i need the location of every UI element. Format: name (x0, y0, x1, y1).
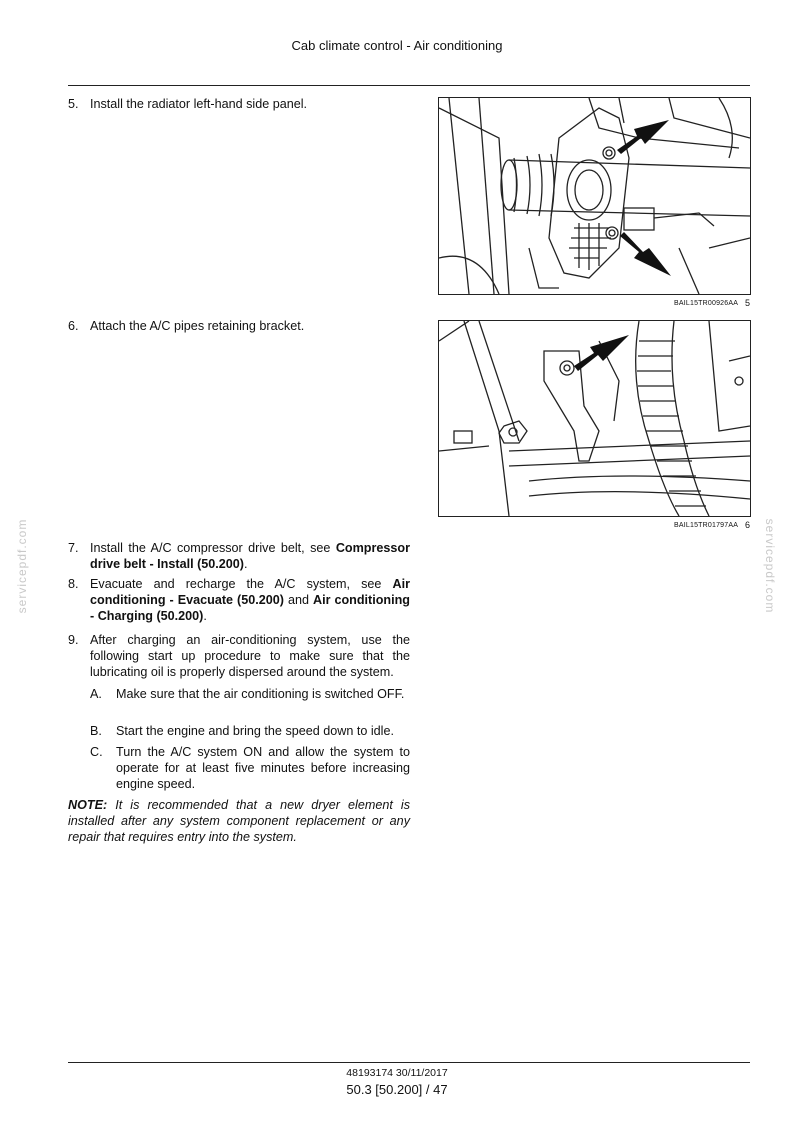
step-6 (68, 318, 410, 334)
arrow-icon (620, 232, 671, 276)
arrow-icon (574, 335, 629, 371)
page-header-title: Cab climate control - Air conditioning (291, 38, 503, 53)
header-rule (68, 85, 750, 86)
figure-code: BAIL15TR00926AA (674, 300, 739, 307)
reference-evacuate: Air conditioning - Evacuate (50.200) (90, 577, 410, 607)
watermark-right: servicepdf.com (763, 518, 777, 614)
figure-pipes-bracket (438, 320, 751, 517)
step-text-plain: Install the A/C compressor drive belt, see (90, 541, 336, 555)
substep-a (90, 686, 410, 702)
figure-number: 5 (745, 298, 751, 308)
step-text: Install the radiator left-hand side panel. (90, 97, 308, 111)
step-9 (68, 632, 410, 680)
substep-b (90, 723, 410, 739)
arrow-icon (617, 120, 669, 154)
footer-page-number: 50.3 [50.200] / 47 (346, 1082, 448, 1097)
step-number: 8. (68, 577, 79, 591)
step-number: 7. (68, 541, 79, 555)
step-number: 5. (68, 97, 79, 111)
substep-text: Make sure that the air conditioning is switched OFF. (116, 687, 405, 701)
step-7 (68, 540, 410, 572)
step-text: Attach the A/C pipes retaining bracket. (90, 319, 305, 333)
step-text: After charging an air-conditioning system, use the following start up procedure to make sure that the lubricating oil is properly dispersed around the system. (90, 633, 410, 679)
pipes-bracket-illustration (439, 321, 750, 516)
footer-rule (68, 1062, 750, 1063)
substep-letter: C. (90, 745, 103, 759)
step-number: 6. (68, 319, 79, 333)
step-text (90, 576, 410, 624)
step-text-plain: and (283, 593, 313, 607)
watermark-left: servicepdf.com (15, 518, 29, 614)
step-text (90, 540, 410, 572)
figure-number: 6 (745, 520, 751, 530)
substep-text: Start the engine and bring the speed down to idle. (116, 724, 394, 738)
radiator-panel-illustration (439, 98, 750, 294)
step-number: 9. (68, 633, 79, 647)
figure-radiator-panel (438, 97, 751, 295)
note-label: NOTE: (68, 798, 108, 812)
substep-letter: B. (90, 724, 102, 738)
figure-code: BAIL15TR01797AA (674, 522, 739, 529)
substep-letter: A. (90, 687, 102, 701)
step-text-plain: . (243, 557, 248, 571)
step-8 (68, 576, 410, 624)
note-block (68, 797, 410, 845)
step-text-plain: . (203, 609, 207, 623)
note-text: It is recommended that a new dryer element is installed after any system component replacement or any repair that requires entry into the system. (68, 798, 410, 844)
footer-doc-id: 48193174 30/11/2017 (346, 1067, 448, 1079)
substep-text: Turn the A/C system ON and allow the system to operate for at least five minutes before increasing engine speed. (116, 745, 410, 791)
substep-c (90, 744, 410, 792)
reference-charging: Air conditioning - Charging (50.200) (90, 593, 411, 623)
reference-compressor-drive-belt: Compressor drive belt - Install (50.200) (90, 541, 410, 571)
step-text-plain: Evacuate and recharge the A/C system, see (90, 577, 393, 591)
step-5 (68, 96, 410, 112)
